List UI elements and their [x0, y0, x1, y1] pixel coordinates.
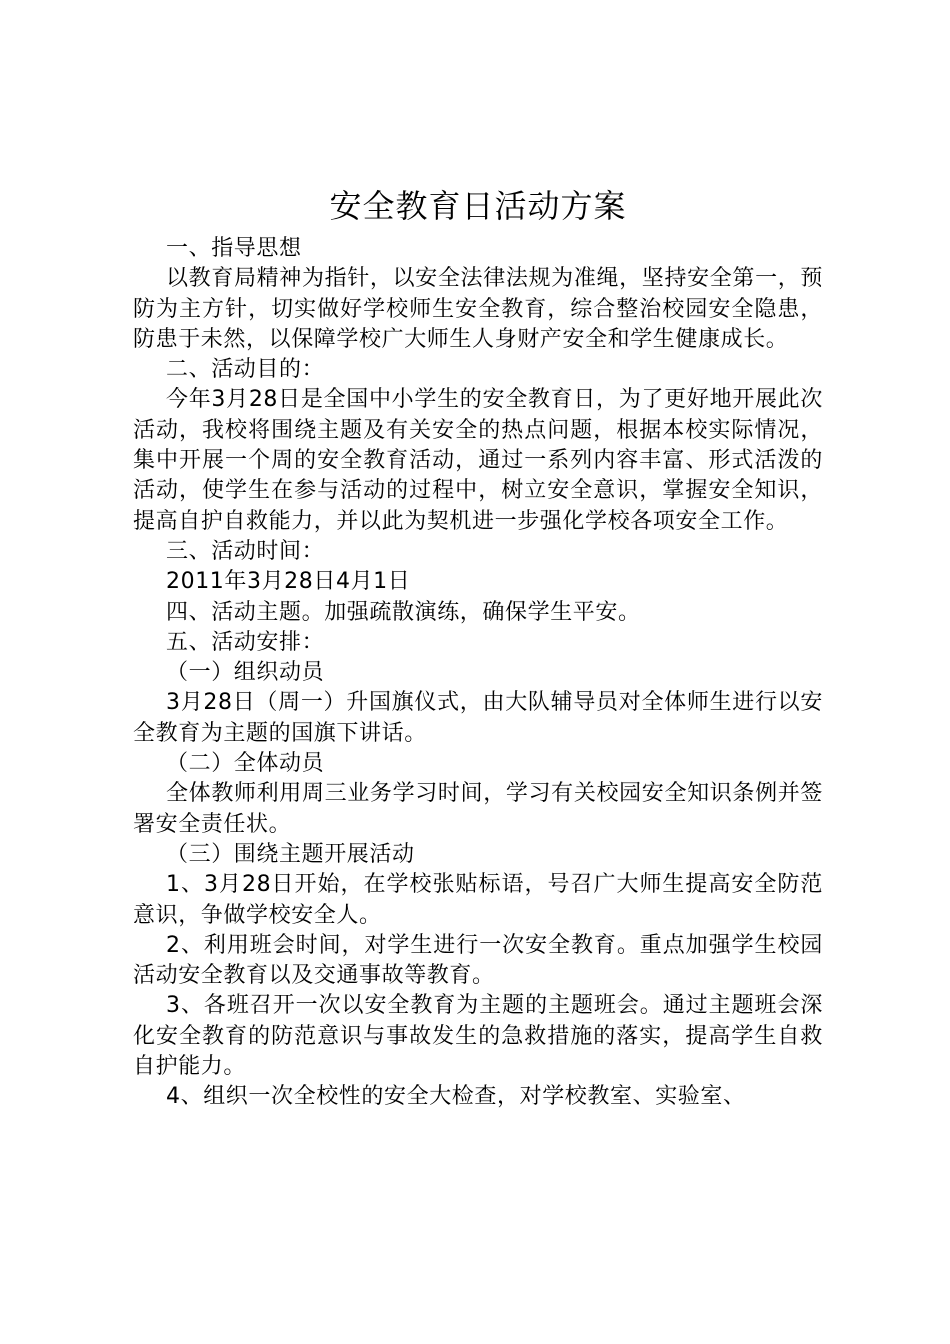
list-item-activity-2: 2、利用班会时间，对学生进行一次安全教育。重点加强学生校园活动安全教育以及交通事故等教育。 [133, 932, 823, 989]
subsection-heading-mobilization: （一）组织动员 [166, 660, 325, 686]
list-item-activity-3: 3、各班召开一次以安全教育为主题的主题班会。通过主题班会深化安全教育的防范意识与事故发生的急救措施的落实，提高学生自救自护能力。 [133, 993, 823, 1080]
paragraph-guiding-ideology: 以教育局精神为指针，以安全法律法规为准绳，坚持安全第一，预防为主方针，切实做好学校师生安全教育，综合整治校园安全隐患，防患于未然，以保障学校广大师生人身财产安全和学生健康成长。 [133, 266, 823, 352]
section-heading-time: 三、活动时间： [166, 538, 325, 564]
document-page [133, 178, 823, 1113]
list-item-activity-4: 4、组织一次全校性的安全大检查，对学校教室、实验室、 [166, 1084, 746, 1110]
paragraph-mobilization: 3月28日（周一）升国旗仪式，由大队辅导员对全体师生进行以安全教育为主题的国旗下讲话。 [133, 690, 823, 746]
list-item-activity-1: 1、3月28日开始，在学校张贴标语，号召广大师生提高安全防范意识，争做学校安全人。 [133, 872, 823, 928]
paragraph-all-staff: 全体教师利用周三业务学习时间，学习有关校园安全知识条例并签署安全责任状。 [133, 781, 823, 837]
document-title: 安全教育日活动方案 [329, 187, 627, 225]
section-heading-purpose: 二、活动目的： [166, 357, 325, 383]
section-heading-guiding-ideology: 一、指导思想 [166, 236, 302, 261]
paragraph-time: 2011年3月28日4月1日 [166, 569, 411, 595]
subsection-heading-activities: （三）围绕主题开展活动 [166, 841, 415, 867]
section-heading-theme: 四、活动主题。加强疏散演练，确保学生平安。 [166, 599, 641, 625]
section-heading-arrangement: 五、活动安排： [166, 629, 325, 655]
paragraph-purpose: 今年3月28日是全国中小学生的安全教育日，为了更好地开展此次活动，我校将围绕主题及有关安全的热点问题，根据本校实际情况，集中开展一个周的安全教育活动，通过一系列内容丰富、形式活泼的活动，使学生在参与活动的过程中，树立安全意识，掌握安全知识，提高自护自救能力，并以此为契机进一步强化学校各项安全工作。 [133, 387, 823, 534]
subsection-heading-all-staff: （二）全体动员 [166, 751, 325, 777]
